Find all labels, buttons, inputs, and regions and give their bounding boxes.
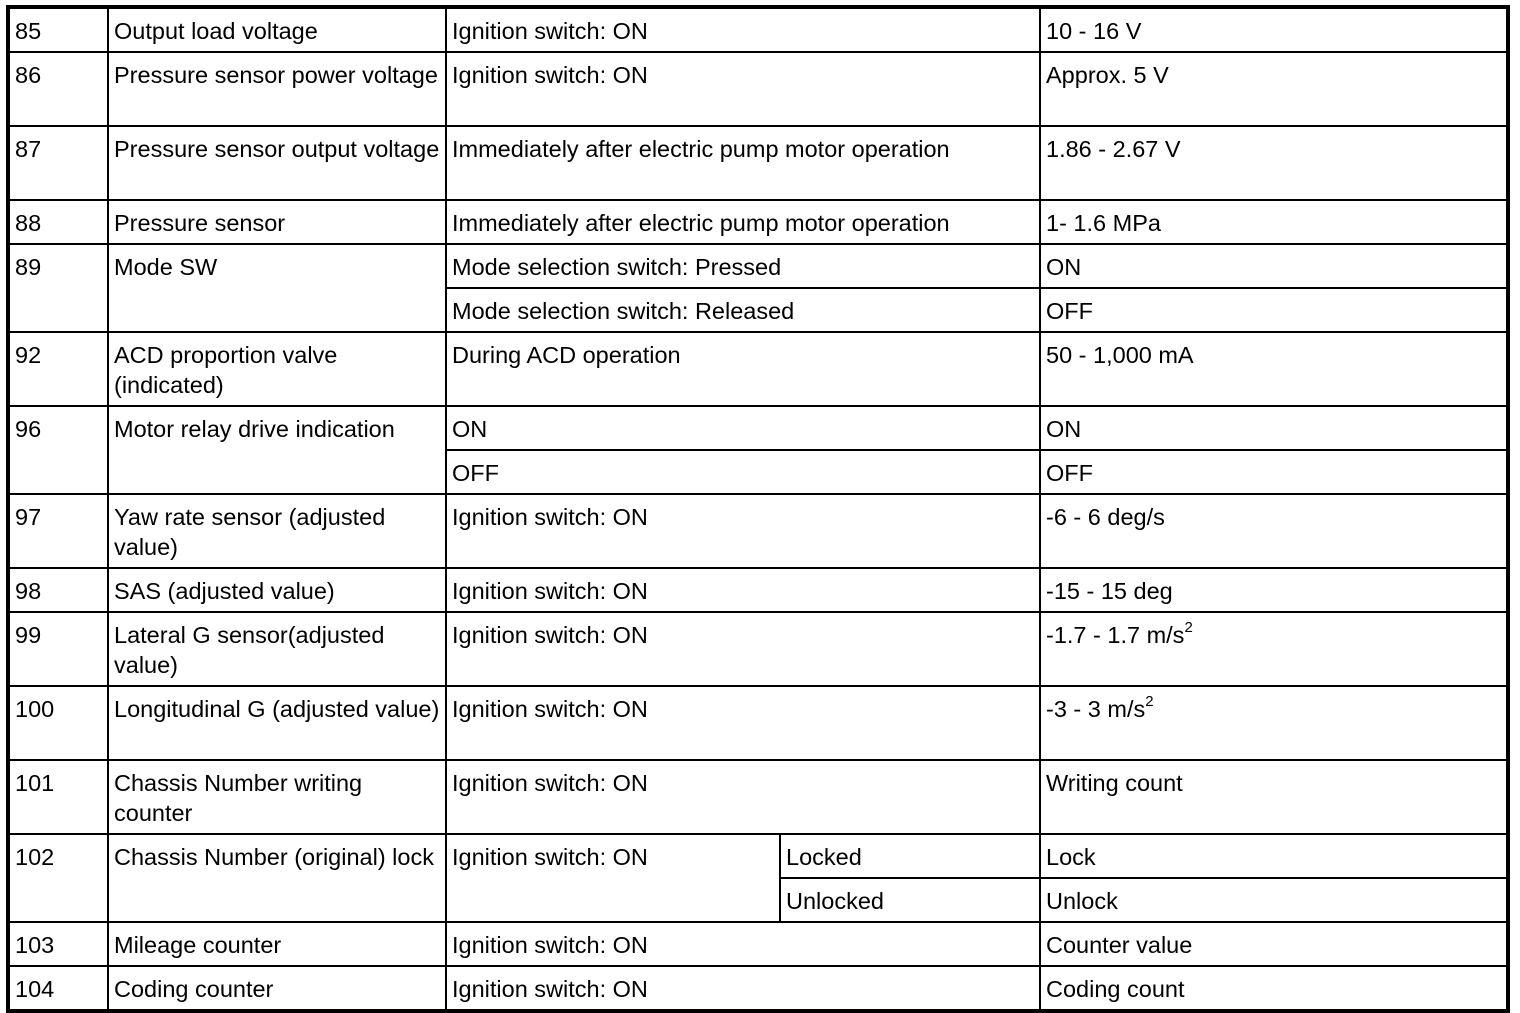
check-condition: Ignition switch: ON xyxy=(446,760,1040,834)
value-text: -1.7 - 1.7 m/s xyxy=(1046,622,1185,648)
check-condition: OFF xyxy=(446,450,1040,494)
item-name: Motor relay drive indication xyxy=(108,406,446,494)
item-number: 98 xyxy=(8,568,108,612)
item-number: 86 xyxy=(8,52,108,126)
check-condition: ON xyxy=(446,406,1040,450)
item-name: Mode SW xyxy=(108,244,446,332)
item-number: 88 xyxy=(8,200,108,244)
table-row xyxy=(8,7,1508,52)
item-name: Yaw rate sensor (adjusted value) xyxy=(108,494,446,568)
item-name: Chassis Number (original) lock xyxy=(108,834,446,922)
table-row xyxy=(8,332,1508,406)
item-number: 104 xyxy=(8,966,108,1011)
item-number: 87 xyxy=(8,126,108,200)
table-row xyxy=(8,568,1508,612)
table-row xyxy=(8,922,1508,966)
table-row xyxy=(8,494,1508,568)
item-number: 101 xyxy=(8,760,108,834)
check-condition: Immediately after electric pump motor operation xyxy=(446,200,1040,244)
item-name: Longitudinal G (adjusted value) xyxy=(108,686,446,760)
lock-state: Unlocked xyxy=(780,878,1040,922)
normal-value xyxy=(1040,612,1508,686)
table-row xyxy=(8,52,1508,126)
check-condition: Mode selection switch: Released xyxy=(446,288,1040,332)
item-number: 96 xyxy=(8,406,108,494)
normal-value: Approx. 5 V xyxy=(1040,52,1508,126)
check-condition: Ignition switch: ON xyxy=(446,52,1040,126)
normal-value: 1.86 - 2.67 V xyxy=(1040,126,1508,200)
normal-value: OFF xyxy=(1040,288,1508,332)
item-number: 92 xyxy=(8,332,108,406)
check-condition: Immediately after electric pump motor operation xyxy=(446,126,1040,200)
item-name: Mileage counter xyxy=(108,922,446,966)
item-name: Lateral G sensor(adjusted value) xyxy=(108,612,446,686)
item-name: Pressure sensor output voltage xyxy=(108,126,446,200)
item-name: ACD proportion valve (indicated) xyxy=(108,332,446,406)
table-row xyxy=(8,244,1508,288)
item-number: 89 xyxy=(8,244,108,332)
table-row xyxy=(8,406,1508,450)
item-number: 102 xyxy=(8,834,108,922)
item-name: Coding counter xyxy=(108,966,446,1011)
check-condition: Ignition switch: ON xyxy=(446,686,1040,760)
item-name: Output load voltage xyxy=(108,7,446,52)
check-condition: Ignition switch: ON xyxy=(446,966,1040,1011)
item-name: Pressure sensor xyxy=(108,200,446,244)
normal-value: 1- 1.6 MPa xyxy=(1040,200,1508,244)
item-name: Pressure sensor power voltage xyxy=(108,52,446,126)
normal-value: ON xyxy=(1040,244,1508,288)
table-row xyxy=(8,966,1508,1011)
check-condition: Mode selection switch: Pressed xyxy=(446,244,1040,288)
table-row xyxy=(8,126,1508,200)
normal-value: OFF xyxy=(1040,450,1508,494)
check-condition: Ignition switch: ON xyxy=(446,922,1040,966)
normal-value: -15 - 15 deg xyxy=(1040,568,1508,612)
table-row xyxy=(8,200,1508,244)
check-condition: Ignition switch: ON xyxy=(446,834,780,922)
normal-value: 50 - 1,000 mA xyxy=(1040,332,1508,406)
value-text: -3 - 3 m/s xyxy=(1046,696,1146,722)
normal-value xyxy=(1040,686,1508,760)
table-row xyxy=(8,760,1508,834)
lock-state: Locked xyxy=(780,834,1040,878)
normal-value: Unlock xyxy=(1040,878,1508,922)
normal-value: 10 - 16 V xyxy=(1040,7,1508,52)
service-data-sheet xyxy=(6,5,1506,1013)
table-row xyxy=(8,834,1508,878)
normal-value: Writing count xyxy=(1040,760,1508,834)
item-number: 97 xyxy=(8,494,108,568)
item-number: 99 xyxy=(8,612,108,686)
service-data-table xyxy=(6,5,1510,1013)
item-number: 100 xyxy=(8,686,108,760)
table-row xyxy=(8,612,1508,686)
superscript-exponent: 2 xyxy=(1184,619,1193,637)
normal-value: Coding count xyxy=(1040,966,1508,1011)
normal-value: Counter value xyxy=(1040,922,1508,966)
normal-value: Lock xyxy=(1040,834,1508,878)
normal-value: -6 - 6 deg/s xyxy=(1040,494,1508,568)
check-condition: Ignition switch: ON xyxy=(446,7,1040,52)
check-condition: Ignition switch: ON xyxy=(446,494,1040,568)
check-condition: Ignition switch: ON xyxy=(446,612,1040,686)
item-number: 103 xyxy=(8,922,108,966)
check-condition: During ACD operation xyxy=(446,332,1040,406)
item-number: 85 xyxy=(8,7,108,52)
check-condition: Ignition switch: ON xyxy=(446,568,1040,612)
superscript-exponent: 2 xyxy=(1145,693,1154,711)
item-name: Chassis Number writing counter xyxy=(108,760,446,834)
item-name: SAS (adjusted value) xyxy=(108,568,446,612)
normal-value: ON xyxy=(1040,406,1508,450)
table-row xyxy=(8,686,1508,760)
